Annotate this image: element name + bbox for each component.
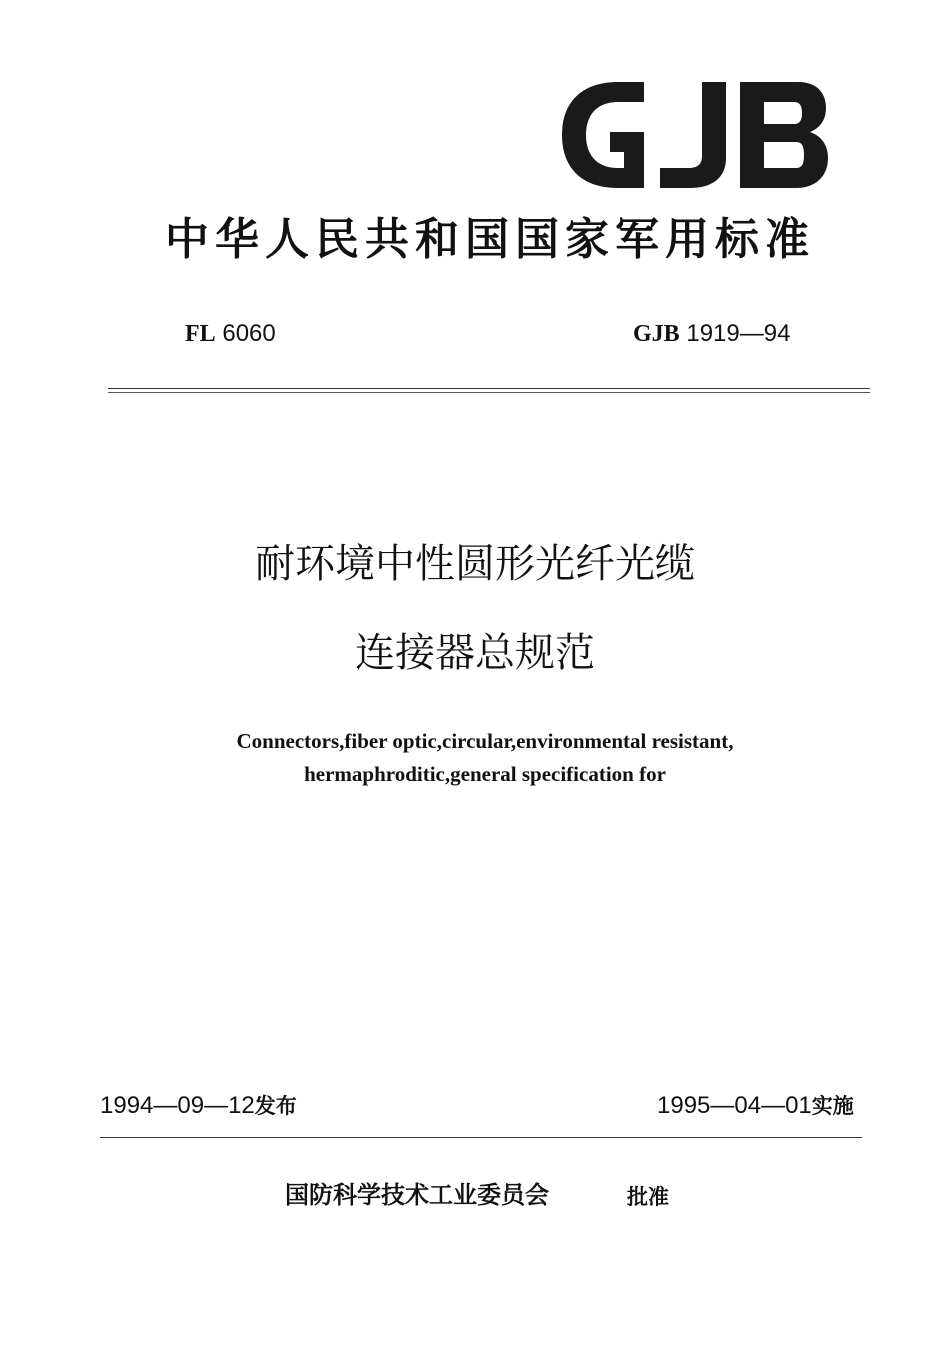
- chinese-title-line-2: 连接器总规范: [355, 630, 595, 676]
- implementation-label: 实施: [811, 1094, 854, 1118]
- implementation-date-value: 1995—04—01: [657, 1092, 812, 1119]
- implementation-date: [657, 1089, 854, 1123]
- english-title-line-1: Connectors,fiber optic,circular,environmental resistant,: [236, 729, 734, 753]
- issue-date: [100, 1089, 297, 1123]
- standard-code-prefix: GJB: [633, 321, 680, 347]
- approver-name: 国防科学技术工业委员会: [285, 1181, 549, 1209]
- classification-prefix: FL: [185, 321, 216, 347]
- classification-code: [185, 318, 276, 350]
- standard-code: [633, 318, 790, 350]
- issue-date-value: 1994—09—12: [100, 1092, 255, 1119]
- classification-number: 6060: [222, 320, 276, 347]
- footer-divider: [100, 1137, 862, 1138]
- chinese-title-line-1: 耐环境中性圆形光纤光缆: [255, 541, 695, 587]
- issue-label: 发布: [254, 1094, 297, 1118]
- header-divider: [108, 388, 870, 389]
- approval-label: 批准: [627, 1185, 669, 1209]
- english-title-line-2: hermaphroditic,general specification for: [304, 762, 666, 786]
- header-divider-secondary: [108, 392, 870, 393]
- gjb-logo: [560, 80, 830, 190]
- standard-code-number: 1919—94: [686, 320, 791, 347]
- national-standard-title: 中华人民共和国国家军用标准: [165, 214, 815, 265]
